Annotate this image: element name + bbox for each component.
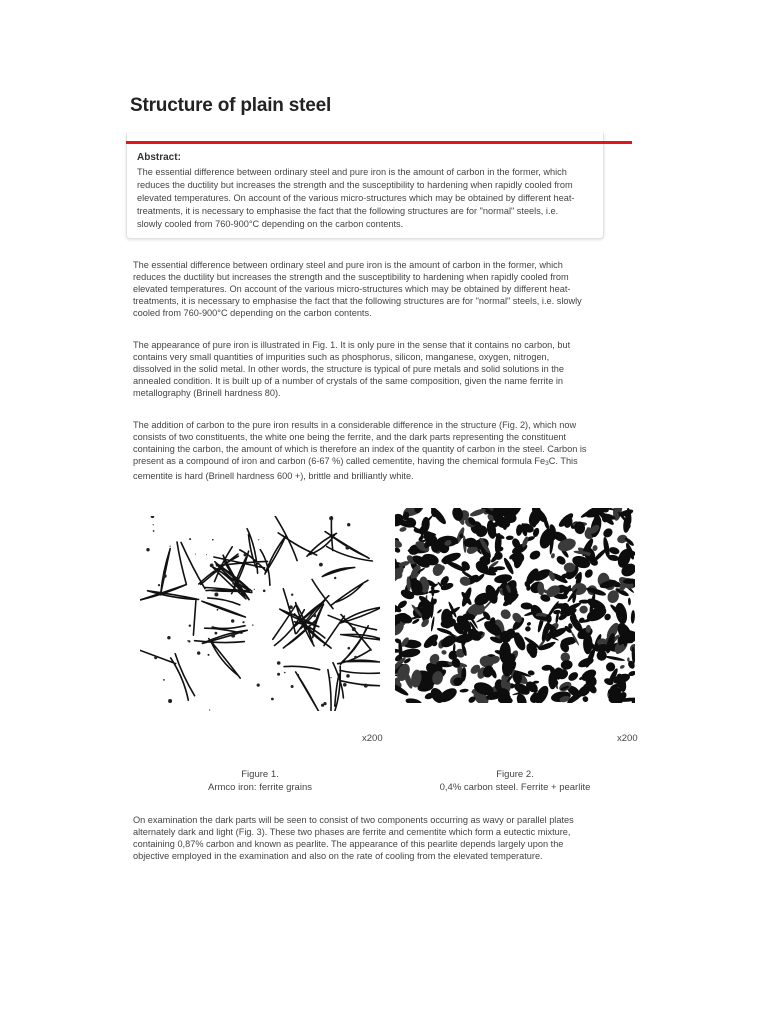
pearlite-patch: [437, 609, 443, 614]
impurity-speck: [168, 699, 172, 703]
formula-subscript: 3: [545, 460, 549, 467]
pearlite-patch: [602, 537, 611, 559]
pearlite-patch: [628, 598, 631, 606]
figure-1-micrograph: [140, 516, 380, 711]
figure-1-description: Armco iron: ferrite grains: [207, 782, 312, 793]
pearlite-patch: [405, 697, 422, 703]
pearlite-patch: [506, 535, 514, 540]
impurity-speck: [244, 553, 247, 556]
impurity-speck: [284, 672, 286, 674]
pearlite-patch: [399, 526, 407, 532]
impurity-speck: [212, 539, 214, 541]
paragraph-line: cooled from 760-900°C depending on the carbon contents.: [133, 308, 372, 318]
pearlite-patch: [422, 632, 441, 650]
impurity-speck: [217, 609, 219, 611]
impurity-speck: [343, 683, 347, 687]
impurity-speck: [189, 625, 191, 627]
figure-1-label: Figure 1.: [241, 769, 279, 780]
paragraph-pure-iron: [133, 339, 643, 399]
impurity-speck: [167, 636, 170, 639]
impurity-speck: [263, 590, 266, 593]
impurity-speck: [364, 684, 368, 688]
impurity-speck: [153, 524, 154, 525]
pearlite-patch: [627, 657, 629, 661]
paragraph-line: consists of two constituents, the white one being the ferrite, and the dark parts representing the constituent: [133, 432, 567, 442]
paragraph-line: alternately dark and light (Fig. 3). These two phases are ferrite and cementite which form a eutectic mixture,: [133, 827, 571, 837]
impurity-speck: [352, 627, 356, 631]
pearlite-patch: [579, 600, 590, 604]
abstract-line: elevated temperatures. On account of the various micro-structures which may be obtained by different heat-: [137, 193, 575, 203]
abstract-line: slowly cooled from 760-900°C depending on the carbon contents.: [137, 219, 404, 229]
paragraph-line: containing the carbon, the amount of which is therefore an index of the quantity of carbon in the steel. Carbon is: [133, 444, 587, 454]
pearlite-patch: [525, 626, 531, 632]
impurity-speck: [215, 632, 218, 635]
impurity-speck: [209, 709, 210, 710]
paragraph-intro: [133, 259, 643, 319]
paragraph-line: dissolved in the solid metal. In other words, the structure is typical of pure metals and solid solutions in the: [133, 364, 565, 374]
impurity-speck: [214, 593, 218, 597]
abstract-line: treatments, it is necessary to emphasise the fact that the following structures are for "normal" steels, i.e.: [137, 206, 559, 216]
paragraph-line: contains very small quantities of impurities such as phosphorus, silicon, manganese, oxygen, nitrogen,: [133, 352, 550, 362]
impurity-speck: [346, 546, 350, 550]
impurity-speck: [271, 698, 274, 701]
pearlite-patch: [441, 650, 447, 656]
pearlite-patch: [567, 670, 580, 682]
impurity-speck: [170, 546, 171, 547]
impurity-speck: [321, 704, 324, 707]
figure-1-magnification: x200: [362, 733, 383, 744]
paragraph-pearlite: [133, 814, 643, 862]
impurity-speck: [277, 673, 280, 676]
abstract-line: The essential difference between ordinary steel and pure iron is the amount of carbon in the former, which: [137, 167, 567, 177]
pearlite-patch: [583, 568, 594, 580]
impurity-speck: [313, 614, 316, 617]
impurity-speck: [291, 594, 293, 596]
ferrite-pearlite-image: [395, 508, 635, 703]
impurity-speck: [258, 539, 259, 540]
pearlite-patch: [459, 688, 469, 693]
impurity-speck: [252, 624, 253, 625]
impurity-speck: [163, 679, 165, 681]
impurity-speck: [277, 661, 281, 665]
impurity-speck: [210, 564, 213, 567]
impurity-speck: [330, 677, 331, 678]
paragraph-line: The addition of carbon to the pure iron results in a considerable difference in the structure (Fig. 2), which now: [133, 420, 577, 430]
pearlite-patch: [579, 605, 589, 614]
figure-2-label: Figure 2.: [496, 769, 534, 780]
pearlite-patch: [560, 659, 573, 670]
paragraph-line: The appearance of pure iron is illustrated in Fig. 1. It is only pure in the sense that it contains no carbon, but: [133, 340, 571, 350]
abstract-heading: Abstract:: [137, 152, 181, 163]
paragraph-line: containing 0,87% carbon and known as pearlite. The appearance of this pearlite depends largely upon the: [133, 839, 564, 849]
impurity-speck: [257, 684, 260, 687]
impurity-speck: [291, 685, 294, 688]
impurity-speck: [231, 619, 234, 622]
pearlite-patch: [499, 607, 513, 621]
impurity-speck: [232, 583, 234, 585]
impurity-speck: [206, 554, 207, 555]
impurity-speck: [319, 563, 323, 567]
pearlite-patch: [528, 549, 542, 562]
paragraph-line: annealed condition. It is built up of a number of crystals of the same composition, given the name ferrite in: [133, 376, 564, 386]
impurity-speck: [348, 647, 351, 650]
paragraph-line: cementite is hard (Brinell hardness 600 +), brittle and brilliantly white.: [133, 471, 414, 481]
paragraph-carbon: [133, 419, 643, 482]
paragraph-line: [133, 455, 643, 470]
impurity-speck: [163, 574, 167, 578]
impurity-speck: [346, 674, 350, 678]
abstract-line: reduces the ductility but increases the strength and the susceptibility to hardening when rapidly cooled from: [137, 180, 573, 190]
paragraph-line: objective employed in the examination and also on the rate of cooling from the elevated temperature.: [133, 851, 543, 861]
paragraph-line: treatments, it is necessary to emphasise the fact that the following structures are for "normal" steels, i.e. slowly: [133, 296, 582, 306]
impurity-speck: [189, 538, 191, 540]
figure-2-description: 0,4% carbon steel. Ferrite + pearlite: [439, 782, 591, 793]
impurity-speck: [153, 530, 155, 532]
ferrite-grains-image: [140, 516, 380, 711]
grain-boundaries: [140, 516, 380, 711]
paragraph-line: elevated temperatures. On account of the various micro-structures which may be obtained by different heat-: [133, 284, 571, 294]
pearlite-patch: [619, 664, 625, 669]
formula-line-end: C. This: [548, 456, 578, 466]
figure-1-caption: [170, 768, 350, 794]
pearlite-patch: [430, 616, 435, 632]
impurity-speck: [151, 516, 155, 518]
impurity-speck: [297, 674, 299, 676]
impurity-speck: [146, 548, 149, 551]
pearlite-patch: [526, 621, 531, 626]
impurity-speck: [354, 656, 357, 659]
paragraph-line: reduces the ductility but increases the strength and the susceptibility to hardening when rapidly cooled from: [133, 272, 569, 282]
pearlite-patch: [604, 655, 625, 662]
impurity-speck: [154, 656, 157, 659]
impurity-speck: [197, 651, 200, 654]
impurity-speck: [289, 605, 293, 609]
pearlite-patch: [606, 662, 615, 671]
page-title: Structure of plain steel: [130, 95, 332, 116]
paragraph-line: The essential difference between ordinary steel and pure iron is the amount of carbon in the former, which: [133, 260, 563, 270]
pearlite-patch: [399, 647, 420, 658]
formula-line-text: present as a compound of iron and carbon (6-67 %) called cementite, having the chemical formula Fe: [133, 456, 546, 466]
impurity-speck: [195, 554, 196, 555]
impurity-speck: [158, 584, 160, 586]
impurity-speck: [188, 640, 190, 642]
figure-2-micrograph: [395, 508, 635, 703]
pearlite-patch: [608, 546, 620, 556]
impurity-speck: [242, 621, 244, 623]
impurity-speck: [231, 634, 235, 638]
figure-2-magnification: x200: [617, 733, 638, 744]
pearlite-patch: [583, 634, 592, 655]
paragraph-line: metallography (Brinell hardness 80).: [133, 388, 281, 398]
impurity-speck: [254, 589, 255, 590]
figure-2-caption: [410, 768, 620, 794]
impurity-speck: [208, 654, 210, 656]
abstract-accent-rule: [126, 141, 632, 144]
impurity-speck: [329, 516, 333, 520]
pearlite-patch: [601, 527, 614, 540]
impurity-speck: [334, 577, 336, 579]
impurity-speck: [347, 523, 350, 526]
paragraph-line: On examination the dark parts will be seen to consist of two components occurring as wavy or parallel plates: [133, 815, 574, 825]
impurity-speck: [292, 627, 294, 629]
pearlite-patch: [631, 610, 635, 624]
